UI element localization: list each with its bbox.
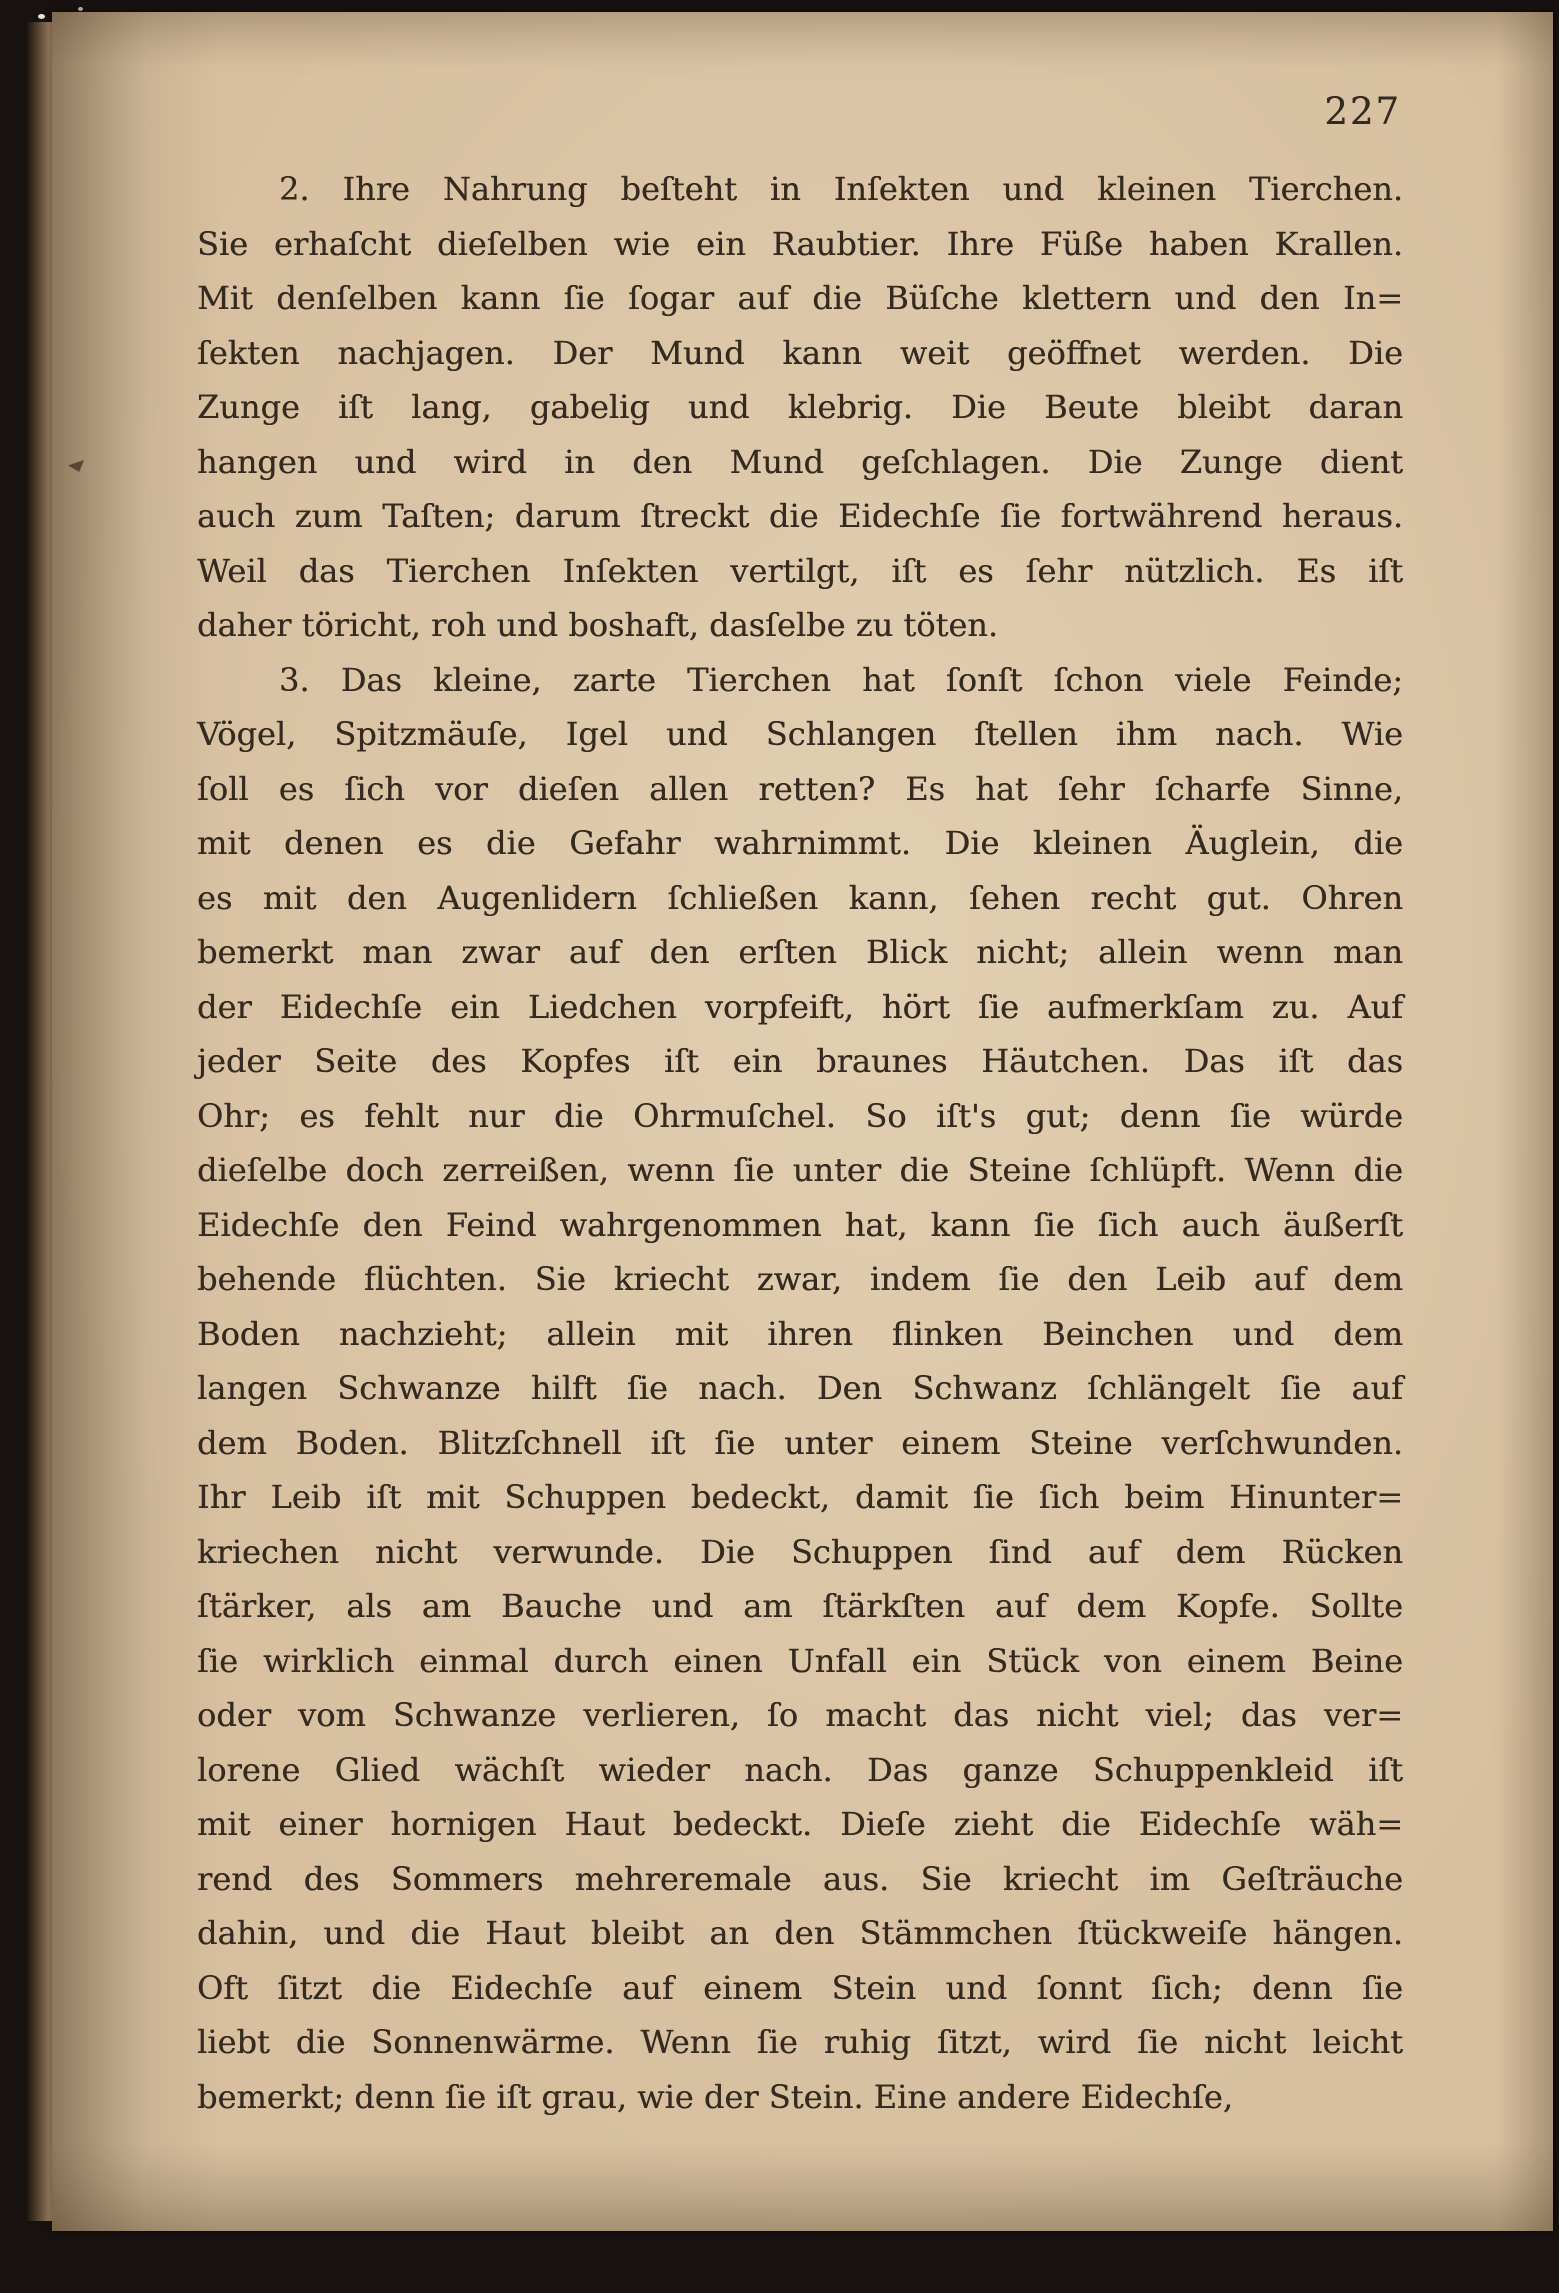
text-line: liebt die Sonnenwärme. Wenn ſie ruhig ſitzt, wird ſie nicht leicht [197, 2023, 1403, 2061]
page-number: 227 [1324, 90, 1401, 133]
text-line: ſie wirklich einmal durch einen Unfall ein Stück von einem Beine [197, 1641, 1403, 1680]
paragraph [197, 653, 1403, 2125]
text-line: daher töricht, roh und boshaft, dasſelbe zu töten. [197, 606, 999, 644]
text-line: behende flüchten. Sie kriecht zwar, indem ſie den Leib auf dem [197, 1260, 1403, 1298]
text-line: mit einer hornigen Haut bedeckt. Dieſe zieht die Eidechſe wäh= [197, 1805, 1403, 1843]
text-line: bemerkt; denn ſie iſt grau, wie der Stein. Eine andere Eidechſe, [197, 2077, 1233, 2116]
text-line: Eidechſe den Feind wahrgenommen hat, kann ſie ſich auch äußerſt [197, 1205, 1403, 1244]
dust-speck [38, 14, 45, 19]
text-line: es mit den Augenlidern ſchließen kann, ſehen recht gut. Ohren [197, 878, 1403, 917]
text-line: jeder Seite des Kopfes iſt ein braunes Häutchen. Das iſt das [197, 1042, 1403, 1080]
text-line: 2. Ihre Nahrung beſteht in Inſekten und kleinen Tierchen. [279, 170, 1403, 208]
text-line: Ihr Leib iſt mit Schuppen bedeckt, damit ſie ſich beim Hinunter= [197, 1478, 1403, 1516]
text-line: bemerkt man zwar auf den erſten Blick nicht; allein wenn man [197, 933, 1403, 971]
text-line: ſekten nachjagen. Der Mund kann weit geöffnet werden. Die [197, 333, 1403, 372]
text-line: mit denen es die Gefahr wahrnimmt. Die kleinen Äuglein, die [197, 824, 1403, 862]
dust-speck [78, 7, 83, 11]
text-line: kriechen nicht verwunde. Die Schuppen ſind auf dem Rücken [197, 1532, 1403, 1571]
text-line: rend des Sommers mehreremale aus. Sie kriecht im Geſträuche [197, 1859, 1403, 1898]
text-line: Vögel, Spitzmäuſe, Igel und Schlangen ſtellen ihm nach. Wie [197, 715, 1403, 753]
text-line: ſoll es ſich vor dieſen allen retten? Es hat ſehr ſcharfe Sinne, [197, 769, 1403, 808]
text-line: Zunge iſt lang, gabelig und klebrig. Die Beute bleibt daran [197, 388, 1403, 426]
text-line: Oft ſitzt die Eidechſe auf einem Stein und ſonnt ſich; denn ſie [197, 1968, 1403, 2007]
text-line: 3. Das kleine, zarte Tierchen hat ſonſt ſchon viele Feinde; [279, 660, 1403, 699]
text-line: hangen und wird in den Mund geſchlagen. Die Zunge dient [197, 442, 1403, 481]
text-line: der Eidechſe ein Liedchen vorpfeift, hört ſie aufmerkſam zu. Auf [197, 987, 1403, 1026]
text-line: Boden nachzieht; allein mit ihren flinken Beinchen und dem [197, 1314, 1403, 1353]
paragraph [197, 162, 1403, 653]
book-page [52, 12, 1553, 2231]
text-line: langen Schwanze hilft ſie nach. Den Schwanz ſchlängelt ſie auf [197, 1369, 1403, 1407]
text-line: lorene Glied wächſt wieder nach. Das ganze Schuppenkleid iſt [197, 1750, 1403, 1789]
text-line: oder vom Schwanze verlieren, ſo macht das nicht viel; das ver= [197, 1696, 1403, 1734]
margin-ink-mark [68, 460, 84, 472]
text-line: Weil das Tierchen Inſekten vertilgt, iſt es ſehr nützlich. Es iſt [197, 551, 1403, 590]
text-line: dem Boden. Blitzſchnell iſt ſie unter einem Steine verſchwunden. [197, 1423, 1403, 1462]
text-line: dieſelbe doch zerreißen, wenn ſie unter die Steine ſchlüpft. Wenn die [197, 1151, 1403, 1189]
text-line: auch zum Taſten; darum ſtreckt die Eidechſe ſie fortwährend heraus. [197, 497, 1403, 535]
text-line: Ohr; es fehlt nur die Ohrmuſchel. So iſt's gut; denn ſie würde [197, 1096, 1403, 1135]
text-line: Mit denſelben kann ſie ſogar auf die Büſche klettern und den In= [197, 279, 1403, 317]
text-line: ſtärker, als am Bauche und am ſtärkſten auf dem Kopfe. Sollte [197, 1587, 1403, 1625]
text-line: dahin, und die Haut bleibt an den Stämmchen ſtückweiſe hängen. [197, 1914, 1403, 1952]
text-line: Sie erhaſcht dieſelben wie ein Raubtier. Ihre Füße haben Krallen. [197, 224, 1403, 263]
text-block [197, 162, 1403, 2124]
